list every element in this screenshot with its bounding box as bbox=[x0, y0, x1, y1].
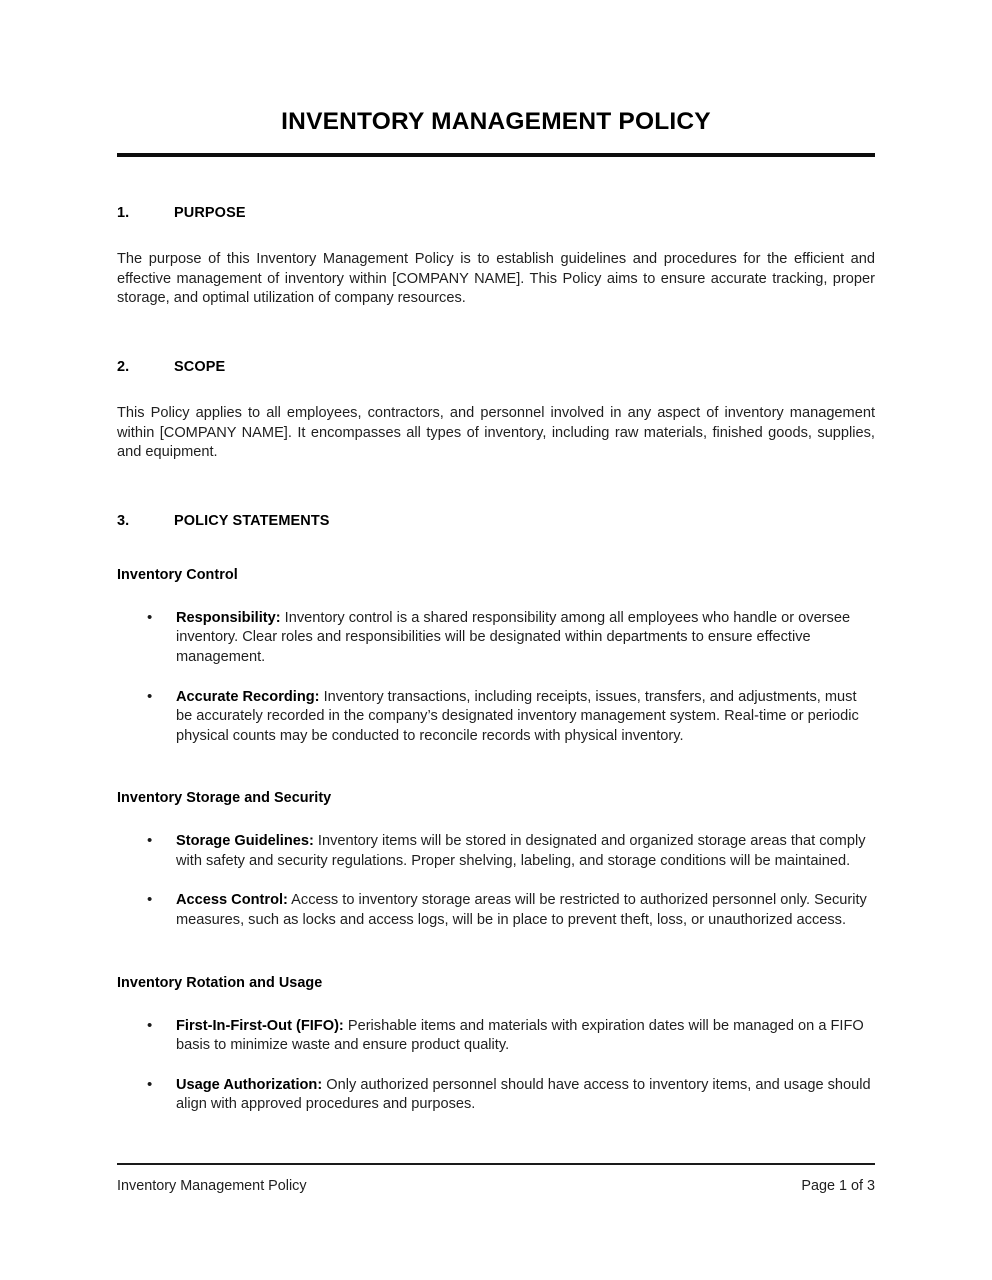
bullet-text: Inventory items will be stored in designated and organized storage areas that comply with safety and security regulations. Proper shelving, labeling, and storage conditions will be maintained. bbox=[176, 833, 866, 869]
section-number: 2. bbox=[117, 358, 130, 375]
list-item bbox=[117, 1076, 875, 1115]
bullet-text: Perishable items and materials with expiration dates will be managed on a FIFO basis to minimize waste and ensure product quality. bbox=[176, 1017, 864, 1054]
page-title: INVENTORY MANAGEMENT POLICY bbox=[281, 108, 711, 135]
section-label: SCOPE bbox=[174, 358, 226, 375]
section-heading-policy-statements bbox=[117, 513, 875, 529]
bullet-list-inventory-rotation-and-usage bbox=[117, 1017, 875, 1115]
bullet-list-inventory-storage-and-security bbox=[117, 832, 875, 930]
bullet-term: Accurate Recording: bbox=[176, 688, 320, 705]
bullet-list-inventory-control bbox=[117, 609, 875, 747]
footer-content bbox=[117, 1178, 875, 1194]
title-divider bbox=[117, 153, 875, 157]
section-paragraph-scope: This Policy applies to all employees, contractors, and personnel involved in any aspect of inventory management within [COMPANY NAME]. It encompasses all types of inventory, including raw materials, finished goods, supplies, and equipment. bbox=[117, 404, 875, 461]
bullet-text: Only authorized personnel should have access to inventory items, and usage should align with approved procedures and purposes. bbox=[176, 1076, 871, 1113]
list-item bbox=[117, 832, 875, 871]
section-paragraph-purpose: The purpose of this Inventory Management Policy is to establish guidelines and procedures for the efficient and effective management of inventory within [COMPANY NAME]. This Policy aims to ensure accurate tracking, proper storage, and optimal utilization of company resources. bbox=[117, 251, 875, 307]
footer-divider bbox=[117, 1163, 875, 1165]
subsection-heading-inventory-rotation-and-usage: Inventory Rotation and Usage bbox=[117, 974, 323, 991]
section-label: PURPOSE bbox=[174, 205, 246, 222]
section-number: 1. bbox=[117, 205, 130, 222]
bullet-text: Access to inventory storage areas will be restricted to authorized personnel only. Security measures, such as locks and access logs, will be in place to prevent theft, loss, or unauthorized access. bbox=[176, 892, 867, 929]
document-body bbox=[117, 0, 875, 1115]
list-item bbox=[117, 891, 875, 930]
subsection-heading-inventory-storage-and-security: Inventory Storage and Security bbox=[117, 790, 332, 807]
bullet-term: Responsibility: bbox=[176, 609, 281, 626]
section-heading-scope bbox=[117, 359, 875, 375]
bullet-term: First-In-First-Out (FIFO): bbox=[176, 1017, 344, 1034]
bullet-term: Usage Authorization: bbox=[176, 1076, 323, 1093]
page-footer bbox=[117, 1163, 875, 1194]
section-number: 3. bbox=[117, 512, 130, 529]
bullet-term: Storage Guidelines: bbox=[176, 833, 314, 850]
list-item bbox=[117, 609, 875, 668]
section-heading-purpose bbox=[117, 205, 875, 221]
footer-page-number: Page 1 of 3 bbox=[801, 1178, 875, 1194]
section-label: POLICY STATEMENTS bbox=[174, 512, 330, 529]
bullet-text: Inventory transactions, including receipts, issues, transfers, and adjustments, must be accurately recorded in the company’s designated inventory management system. Real-time or periodic physical counts may be conducted to reconcile records with physical inventory. bbox=[176, 688, 859, 744]
list-item bbox=[117, 1017, 875, 1056]
list-item bbox=[117, 688, 875, 747]
bullet-term: Access Control: bbox=[176, 892, 288, 909]
subsection-heading-inventory-control: Inventory Control bbox=[117, 566, 238, 583]
footer-document-name: Inventory Management Policy bbox=[117, 1178, 307, 1194]
bullet-text: Inventory control is a shared responsibility among all employees who handle or oversee inventory. Clear roles and responsibilities will be designated within departments to ensure effective management. bbox=[176, 609, 851, 665]
